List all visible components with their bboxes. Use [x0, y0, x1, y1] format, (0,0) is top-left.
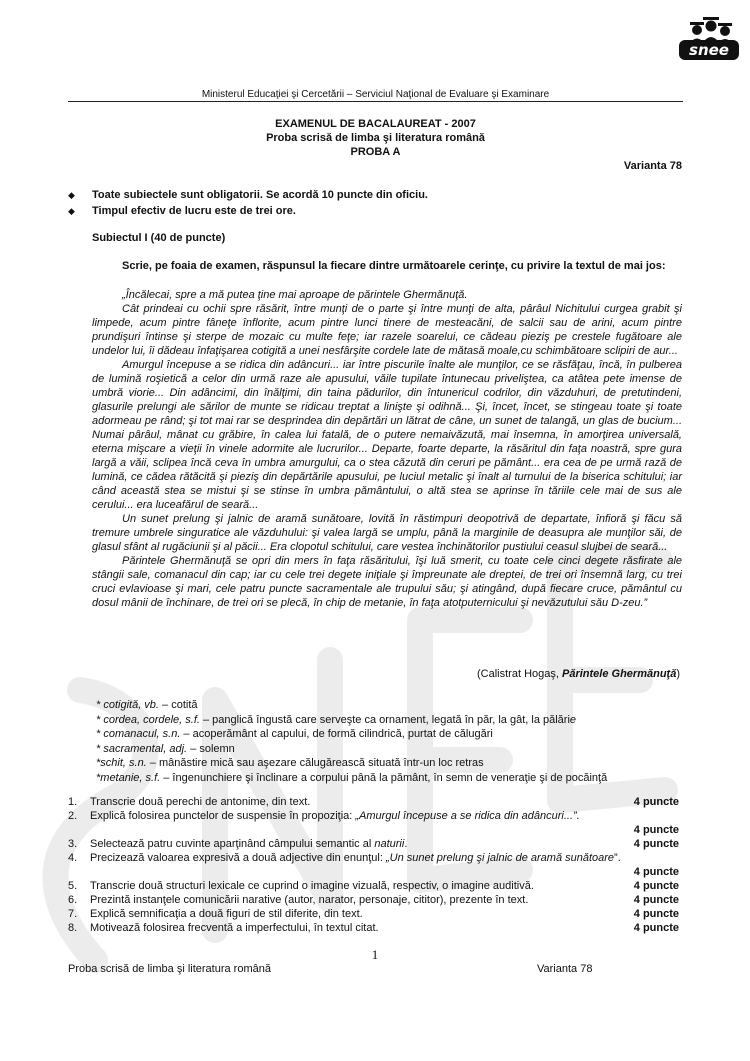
question-item: 8. Motivează folosirea frecventă a imperfectului, în textul citat. 4 puncte — [68, 922, 679, 934]
points-label: 4 puncte — [633, 824, 679, 836]
glossary-item: * comanacul, s.n. – acoperământ al capului, de formă cilindrică, purtat de călugări — [96, 728, 493, 740]
text-paragraph: Amurgul începuse a se ridica din adâncuri... iar între piscurile înalte ale munţilor, ce se răsfăţau, încă, în pulberea de lumină roşietică a celor din urmă raze ale apusului, văile tupilate întunecau priveliştea, ca atâtea pete imense de umbră viorie... Din adâncimi, din înălţimi, din taina pădurilor, din întunericul codrilor, din văzduhuri, de pretutindeni, glasurile prelungi ale sărilor de munte se ridicau treptat a linişte şi odihnă... Şi, încet, încet, se stingeau toate şi toate adormeau pe rând; şi tot mai rar se desprindea din depărtări un lătrat de câne, un sunet de talangă, un glas de bucium... Numai pârâul, mânat cu grăbire, în calea lui fatală, de o putere nemaivăzută, mai însemna, în amorţirea universală, eterna mişcare a vieţii în vinele adormite ale lucrurilor... Departe, foarte departe, la răsăritul din faţa noastră, spre gura largă a văii, sclipea încă ceva în umbra amurgului, ca o stea căzută din ceruri pe pământ... era cea de pe urmă rază de lumină, ce cădea rătăcită şi pieziş din depărtările apusului, pe luciul metalic şi înalt al turnului de la biserica schitului; iar când această stea se mistui şi se stinse în umbra pământului, o altă stea se aprinse în tăriile cele mai de sus ale cerului... era luceafărul de seară... — [92, 359, 682, 511]
question-item: 6. Prezintă instanţele comunicării narative (autor, narator, personaje, cititor), prezente în text. 4 puncte — [68, 894, 679, 906]
diamond-bullet-icon: ◆ — [68, 190, 75, 200]
points-label: 4 puncte — [633, 796, 679, 808]
glossary-item: *metanie, s.f. – îngenunchiere şi înclinare a corpului până la pământ, în semn de veneraţie şi de pocăinţă — [96, 771, 608, 784]
question-item: 7. Explică semnificaţia a două figuri de stil diferite, din text. 4 puncte — [68, 908, 679, 920]
glossary-item: * cotigită, vb. – cotită — [96, 699, 198, 711]
points-label: 4 puncte — [633, 922, 679, 934]
questions-list — [68, 795, 683, 935]
question-item: 1. Transcrie două perechi de antonime, din text. 4 puncte — [68, 796, 679, 808]
page-number: 1 — [371, 947, 379, 962]
question-item: 4. Precizează valoarea expresivă a două adjective din enunţul: „Un sunet prelung şi jalnic de aramă sunătoare”. 4 puncte — [68, 852, 679, 878]
diamond-bullet-icon: ◆ — [68, 206, 75, 216]
variant-label: Varianta 78 — [623, 160, 682, 172]
points-label: 4 puncte — [633, 908, 679, 920]
glossary-item: * sacramental, adj. – solemn — [96, 742, 235, 755]
exam-subject: Proba scrisă de limba şi literatura română — [266, 132, 485, 144]
points-label: 4 puncte — [633, 866, 679, 878]
points-label: 4 puncte — [633, 838, 679, 850]
text-paragraph: Cât prindeai cu ochii spre răsărit, între munţi de o parte şi între munţi de alta, pârâul Nichitului curgea grabit şi limpede, acum pintre fâneţe înflorite, acum pintre lunci tinere de mesteacăni, de salcii sau de arini, acum pintre prundişuri întinse şi sterpe de mozaic cu multe feţe; iar razele soarelui, ce cădeau pieziş pe crestele fugătoare ale undelor lui, îi dădeau înfaţişarea cotigită a unei nesfârşite cordele late de mătasă moale,cu schimbătoare sclipiri de aur... — [92, 303, 682, 357]
snee-logo — [679, 14, 739, 62]
ministry-header: Ministerul Educaţiei şi Cercetării – Serviciul Naţional de Evaluare şi Examinare — [201, 89, 550, 100]
glossary — [96, 698, 696, 785]
section-title: Subiectul I (40 de puncte) — [92, 232, 226, 244]
question-item: 3. Selectează patru cuvinte aparţinând câmpului semantic al naturii. 4 puncte — [68, 838, 679, 850]
glossary-item: *schit, s.n. – mânăstire mică sau aşezare călugărească situată într-un loc retras — [96, 757, 484, 769]
header-divider — [68, 101, 683, 102]
footer-subject: Proba scrisă de limba şi literatura română — [68, 963, 271, 975]
text-paragraph: Părintele Ghermănuţă se opri din mers în faţa răsăritului, îşi luă smerit, cu toate cele cinci degete răsfirate ale stângii sale, comanacul din cap; iar cu cele trei degete iniţiale şi împreunate ale dreptei, de trei ori însemnă larg, cu trei cruci evlavioase şi mari, cele patru puncte sacramentale ale trupului său; şi atingând, după fiecare cruce, pământul cu dosul mânii de închinare, de trei ori se plecă, în chip de metanie, în faţa atotputernicului şi nevăzutului său D-zeu.” — [92, 555, 682, 609]
literary-text — [92, 288, 682, 610]
text-source: (Calistrat Hogaş, Părintele Ghermănuţă) — [477, 668, 680, 680]
footer-variant: Varianta 78 — [537, 963, 593, 975]
glossary-item: * cordea, cordele, s.f. – panglică îngustă care serveşte ca ornament, legată în păr, la gât, la pălărie — [96, 713, 577, 726]
text-paragraph: Un sunet prelung şi jalnic de aramă sunătoare, lovită în răstimpuri deopotrivă de departate, înfioră şi făcu să tremure umbrele singuratice ale văzduhului: şi valea largă se umplu, până la marginile de deasupra ale munţilor săi, de glasul sfânt al rugăciunii şi al păcii... Era clopotul schitului, care vestea închinătorilor pustiului ceasul slujbei de seară... — [92, 513, 682, 553]
points-label: 4 puncte — [633, 894, 679, 906]
exam-title: EXAMENUL DE BACALAUREAT - 2007 — [275, 118, 476, 130]
proba-label: PROBA A — [350, 146, 401, 158]
points-label: 4 puncte — [633, 880, 679, 892]
question-item: 5. Transcrie două structuri lexicale ce cuprind o imagine vizuală, respectiv, o imagine auditivă. 4 puncte — [68, 880, 679, 892]
source-work: Părintele Ghermănuţă — [562, 668, 677, 680]
instruction: Scrie, pe foaia de examen, răspunsul la fiecare dintre următoarele cerinţe, cu privire la textul de mai jos: — [122, 260, 666, 272]
question-item: 2. Explică folosirea punctelor de suspensie în propoziţia: „Amurgul începuse a se ridica din adâncuri...”. 4 puncte — [68, 810, 679, 836]
logo-text: snee — [679, 40, 739, 60]
text-paragraph: „Încălecai, spre a mă putea ţine mai aproape de părintele Ghermănuţă. — [122, 289, 468, 301]
